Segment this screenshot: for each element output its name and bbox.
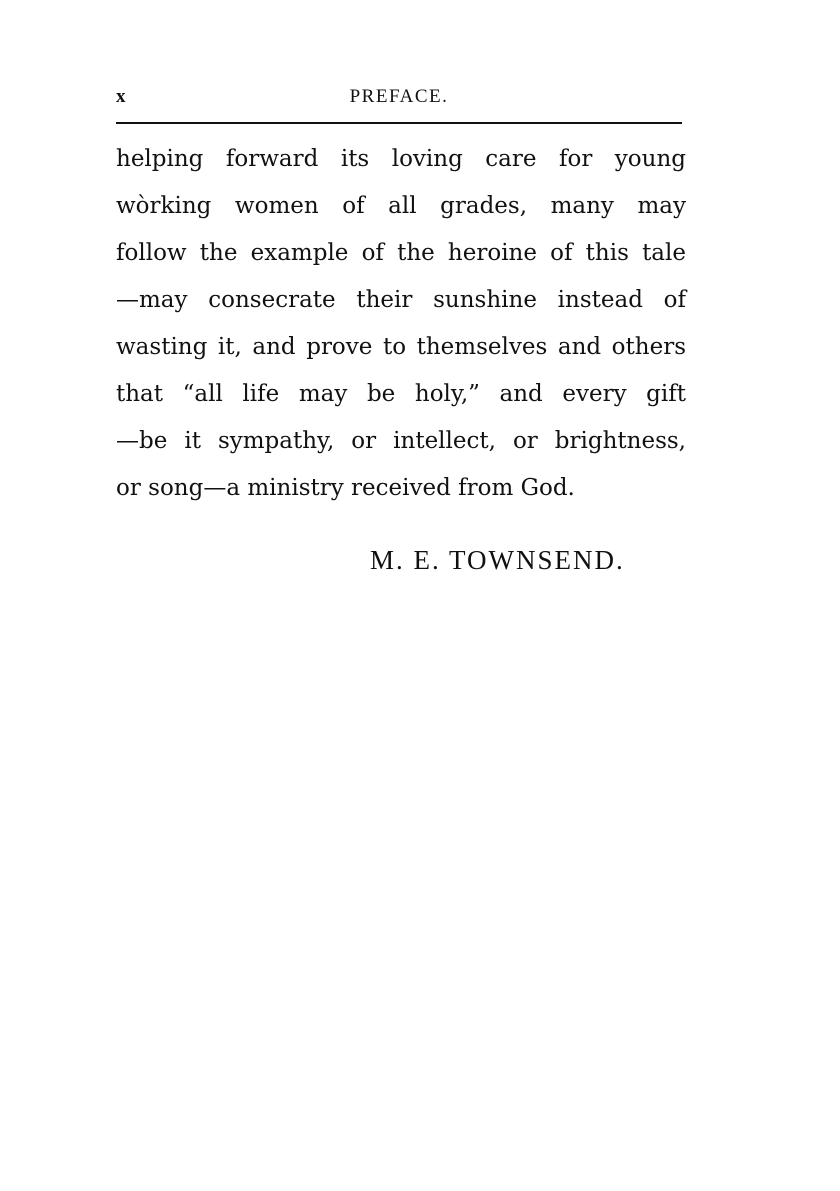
text-line: follow the example of the heroine of this tale [116,240,686,266]
author-signature: M. E. TOWNSEND. [370,545,625,575]
text-line: wasting it, and prove to themselves and others [116,334,686,360]
running-head-title: PREFACE. [349,86,449,107]
text-line: wòrking women of all grades, many may [116,193,686,219]
text-line: or song—a ministry received from God. [116,475,575,501]
text-line: helping forward its loving care for young [116,146,686,172]
preface-body-text [116,136,686,512]
text-line: —may consecrate their sunshine instead of [116,287,686,313]
text-line: that “all life may be holy,” and every gift [116,381,686,407]
text-line: —be it sympathy, or intellect, or brightness, [116,428,686,454]
page-number: x [116,86,126,107]
header-rule [116,122,682,124]
running-head [116,84,682,110]
